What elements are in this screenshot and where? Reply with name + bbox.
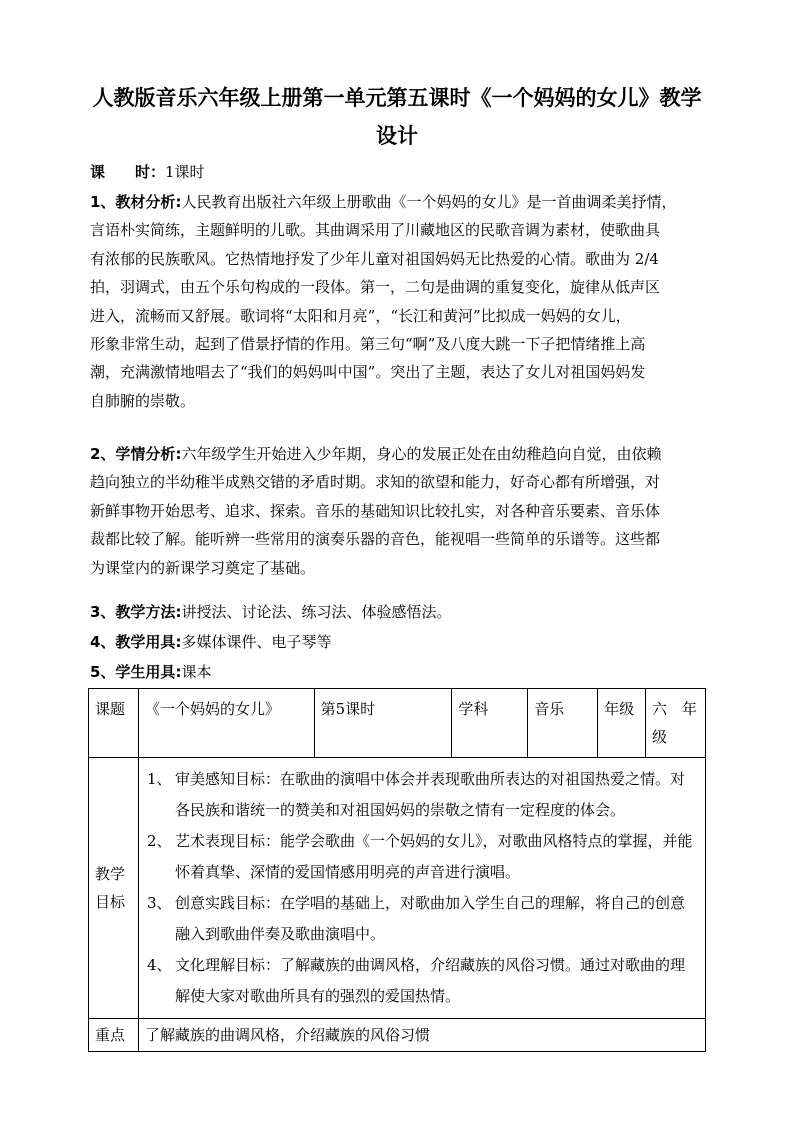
- grade-line: 六 年: [652, 700, 698, 718]
- section-line: 1、教材分析:人民教育出版社六年级上册歌曲《一个妈妈的女儿》是一首曲调柔美抒情，: [90, 193, 677, 211]
- goals-cell: [138, 758, 705, 1019]
- section-line: 2、学情分析:六年级学生开始进入少年期，身心的发展正处在由幼稚趋向自觉，由依赖: [90, 445, 662, 463]
- item-heading: 3、教学方法:: [90, 603, 182, 621]
- table-row: [89, 758, 706, 1019]
- goals-label-cell: [89, 758, 139, 1019]
- section-line: 裁都比较了解。能听辨一些常用的演奏乐器的音色，能视唱一些简单的乐谱等。这些都: [90, 530, 661, 549]
- grade-line: 级: [652, 728, 668, 746]
- section-line: 有浓郁的民族歌风。它热情地抒发了少年儿童对祖国妈妈无比热爱的心情。歌曲为 2/4: [90, 249, 659, 268]
- lesson-value: 1课时: [165, 163, 205, 181]
- teaching-methods: [90, 598, 451, 626]
- lesson-label: 课 时：: [90, 163, 166, 181]
- goal-text: 艺术表现目标：能学会歌曲《一个妈妈的女儿》，对歌曲风格特点的掌握，并能怀着真挚、深情的爱国情感用明亮的声音进行演唱。: [174, 832, 693, 881]
- goal-item: [147, 764, 699, 826]
- lesson-plan-table: [88, 688, 706, 1052]
- goal-number: 3、: [146, 894, 172, 912]
- goal-number: 1、: [146, 770, 172, 788]
- section-line: 形象非常生动，起到了借景抒情的作用。第三句“啊”及八度大跳一下子把情绪推上高: [90, 334, 646, 353]
- goals-label-line: 教学: [95, 865, 126, 883]
- goal-text: 审美感知目标：在歌曲的演唱中体会并表现歌曲所表达的对祖国热爱之情。对各民族和谐统一的赞美和对祖国妈妈的崇敬之情有一定程度的体会。: [174, 770, 685, 819]
- subject-cell: 音乐: [528, 689, 598, 758]
- table-row: [89, 689, 706, 758]
- topic-label-cell: 课题: [89, 689, 139, 758]
- lesson-number-cell: 第5课时: [314, 689, 452, 758]
- table-row: [89, 1019, 706, 1052]
- item-text: 讲授法、讨论法、练习法、体验感悟法。: [181, 603, 452, 621]
- section-line: 言语朴实简练，主题鲜明的儿歌。其曲调采用了川藏地区的民歌音调为素材，使歌曲具: [90, 221, 661, 240]
- student-tools: [90, 658, 211, 686]
- focus-cell: 了解藏族的曲调风格，介绍藏族的风俗习惯: [138, 1019, 705, 1052]
- topic-cell: 《一个妈妈的女儿》: [138, 689, 314, 758]
- section-line: 拍，羽调式，由五个乐句构成的一段体。第一，二句是曲调的重复变化，旋律从低声区: [90, 278, 661, 297]
- item-text: 课本: [181, 663, 212, 681]
- item-text: 多媒体课件、电子琴等: [181, 633, 332, 651]
- goal-text: 文化理解目标：了解藏族的曲调风格，介绍藏族的风俗习惯。通过对歌曲的理解使大家对歌曲所具有的强烈的爱国热情。: [174, 956, 685, 1005]
- section-materials-analysis: [90, 188, 702, 415]
- section-heading: 2、学情分析:: [90, 445, 182, 463]
- subject-label-cell: 学科: [452, 689, 528, 758]
- teaching-tools: [90, 628, 331, 656]
- section-student-analysis: [90, 440, 702, 582]
- goal-number: 2、: [146, 832, 172, 850]
- item-heading: 5、学生用具:: [90, 663, 182, 681]
- document-title-line-2: 设计: [376, 124, 418, 148]
- section-heading: 1、教材分析:: [90, 193, 182, 211]
- document-title-line-1: 人教版音乐六年级上册第一单元第五课时《一个妈妈的女儿》教学: [92, 86, 702, 110]
- section-line: 自肺腑的崇敬。: [90, 391, 196, 410]
- goal-text: 创意实践目标：在学唱的基础上，对歌曲加入学生自己的理解，将自己的创意融入到歌曲伴奏及歌曲演唱中。: [174, 894, 685, 943]
- section-line: 为课堂内的新课学习奠定了基础。: [90, 558, 316, 577]
- section-line: 趋向独立的半幼稚半成熟交错的矛盾时期。求知的欲望和能力，好奇心都有所增强，对: [90, 473, 661, 492]
- section-line: 新鲜事物开始思考、追求、探索。音乐的基础知识比较扎实，对各种音乐要素、音乐体: [90, 501, 661, 520]
- goal-number: 4、: [146, 956, 172, 974]
- focus-label-cell: 重点: [89, 1019, 139, 1052]
- lesson-count: [90, 158, 205, 186]
- section-line: 进入，流畅而又舒展。歌词将“太阳和月亮”，“长江和黄河”比拟成一妈妈的女儿，: [90, 306, 631, 325]
- section-line: 潮，充满激情地唱去了“我们的妈妈叫中国”。突出了主题，表达了女儿对祖国妈妈发: [90, 363, 646, 382]
- goal-item: [147, 826, 699, 888]
- grade-label-cell: 年级: [598, 689, 646, 758]
- goals-label-line: 目标: [95, 893, 126, 911]
- goal-item: [147, 950, 699, 1012]
- item-heading: 4、教学用具:: [90, 633, 182, 651]
- grade-cell: [646, 689, 706, 758]
- goal-item: [147, 888, 699, 950]
